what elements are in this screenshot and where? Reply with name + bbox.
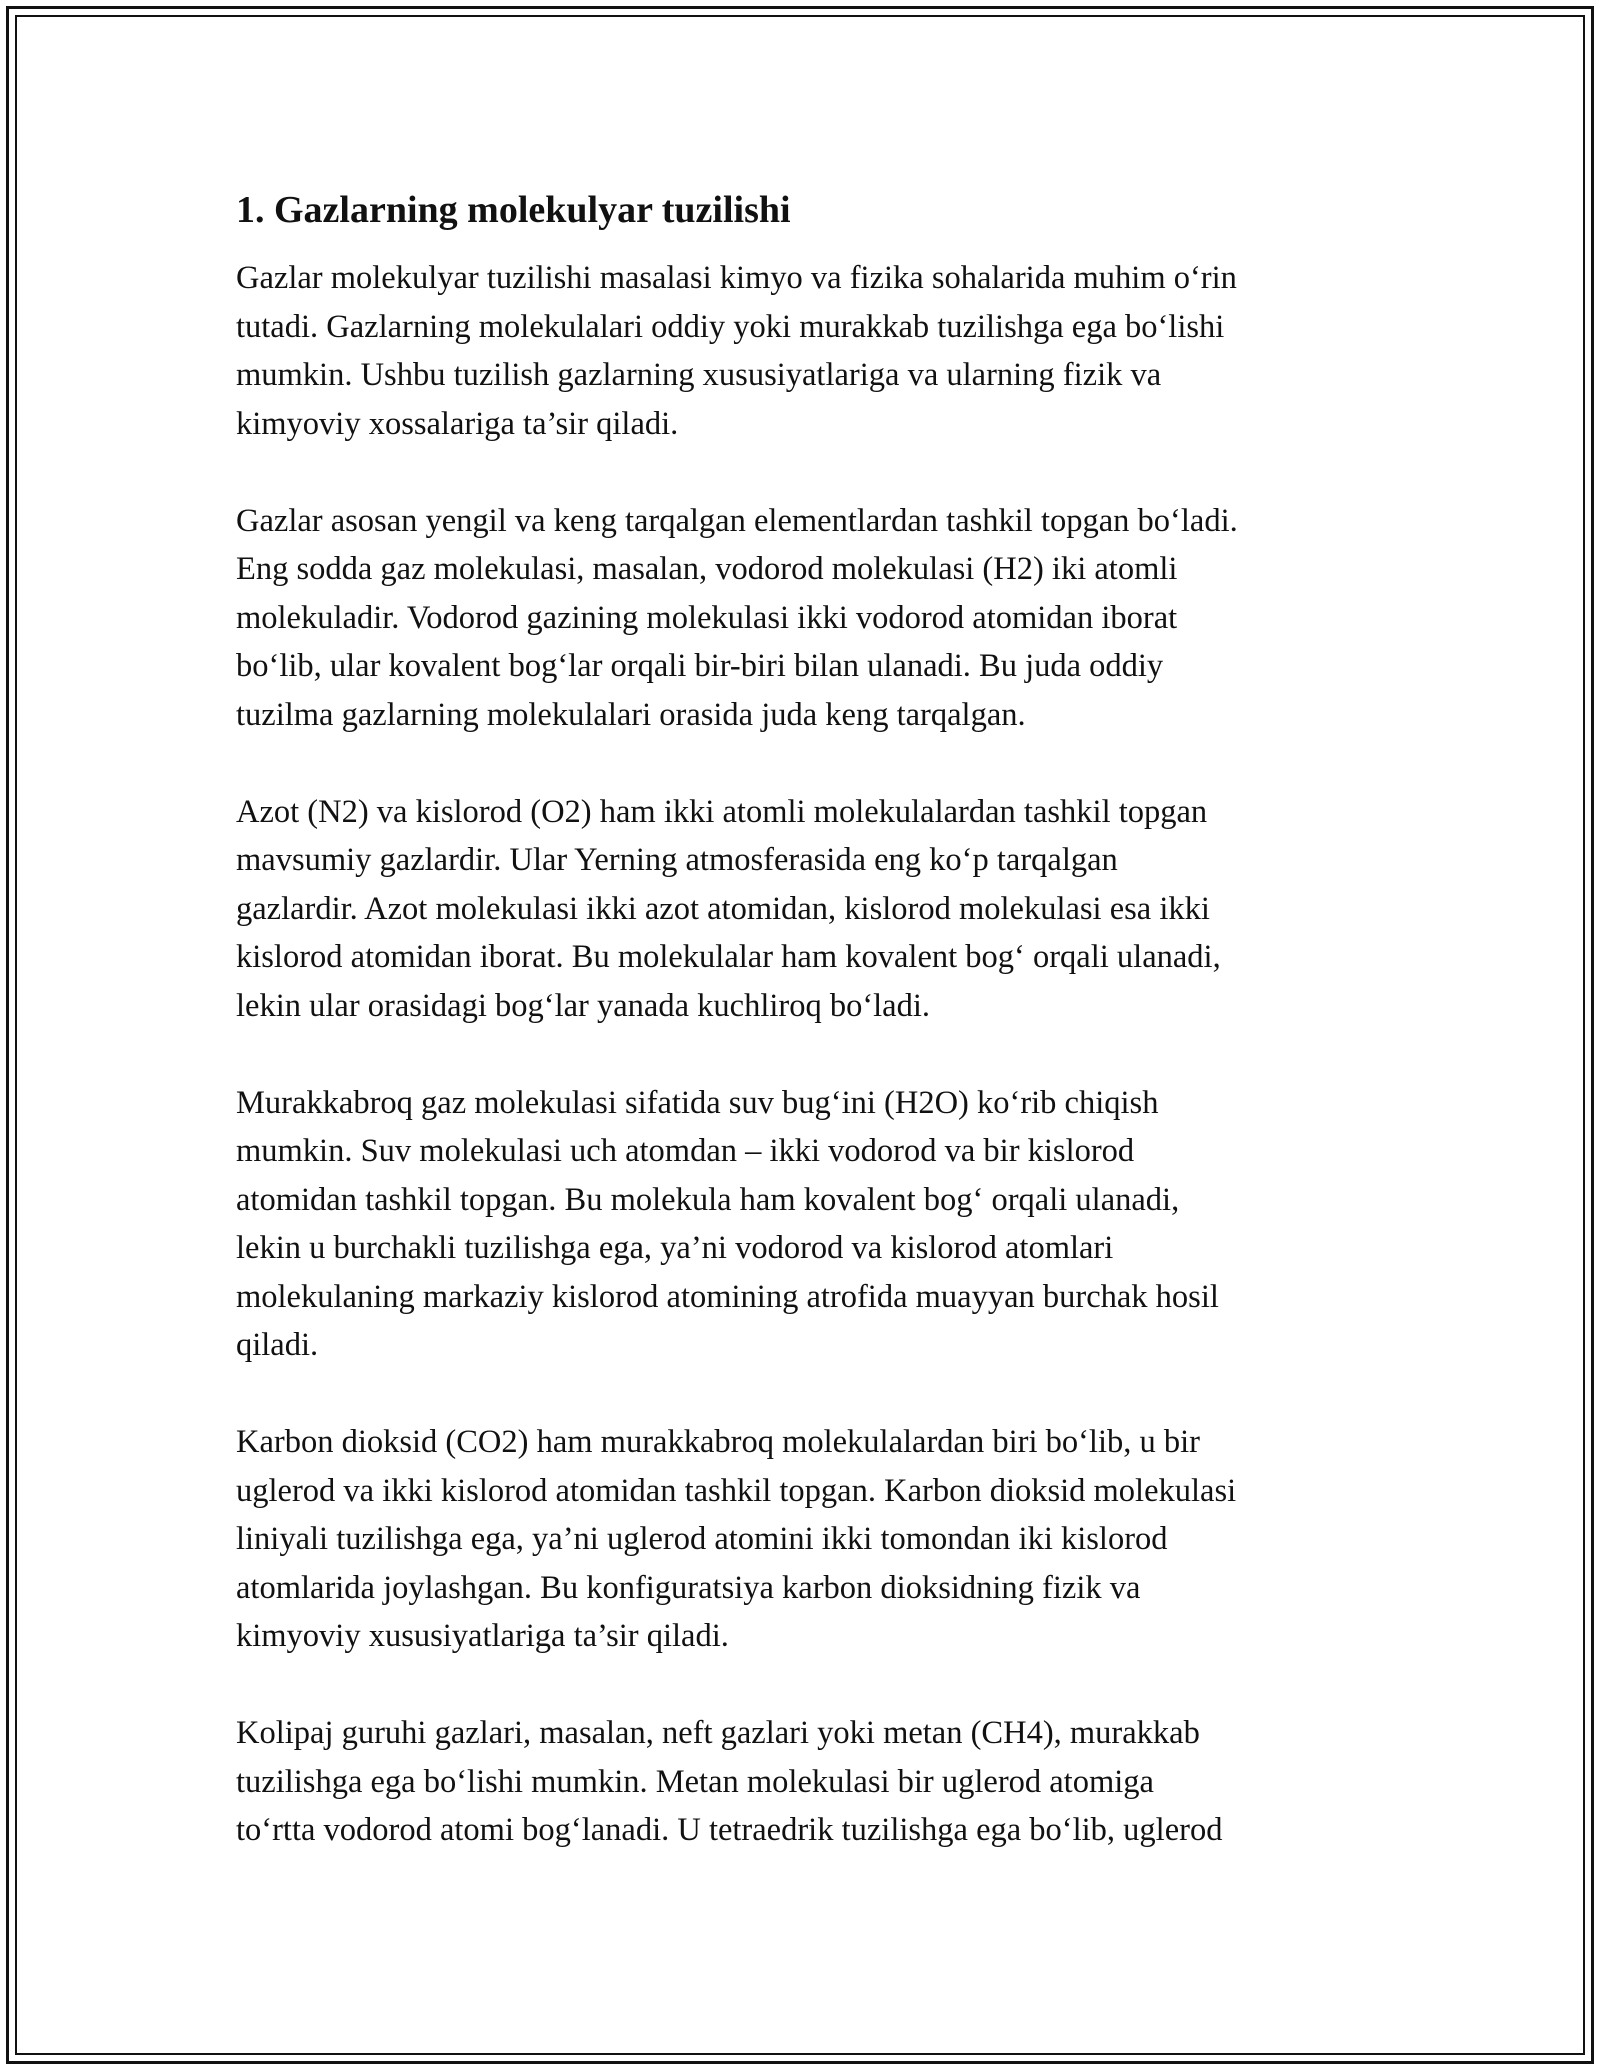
- text-line: lekin ular orasidagi bog‘lar yanada kuchliroq bo‘ladi.: [236, 987, 931, 1024]
- text-line: to‘rtta vodorod atomi bog‘lanadi. U tetraedrik tuzilishga ega bo‘lib, uglerod: [236, 1812, 1223, 1848]
- paragraph-6: [236, 1709, 1376, 1855]
- text-line: uglerod va ikki kislorod atomidan tashkil topgan. Karbon dioksid molekulasi: [236, 1472, 1237, 1509]
- text-line: Kolipaj guruhi gazlari, masalan, neft gazlari yoki metan (CH4), murakkab: [236, 1715, 1200, 1751]
- paragraph-5: [236, 1418, 1376, 1661]
- text-line: qiladi.: [236, 1327, 319, 1363]
- text-line: Eng sodda gaz molekulasi, masalan, vodorod molekulasi (H2) iki atomli: [236, 551, 1178, 587]
- text-line: mumkin. Ushbu tuzilish gazlarning xususiyatlariga va ularning fizik va: [236, 357, 1162, 393]
- paragraph-2: [236, 497, 1376, 740]
- text-line: tuzilishga ega bo‘lishi mumkin. Metan molekulasi bir uglerod atomiga: [236, 1763, 1154, 1800]
- text-line: Azot (N2) va kislorod (O2) ham ikki atomli molekulalardan tashkil topgan: [236, 793, 1208, 830]
- text-line: kimyoviy xossalariga ta’sir qiladi.: [236, 405, 679, 442]
- text-line: Gazlar asosan yengil va keng tarqalgan elementlardan tashkil topgan bo‘ladi.: [236, 502, 1238, 539]
- section-heading: 1. Gazlarning molekulyar tuzilishi: [236, 189, 791, 231]
- text-line: tuzilma gazlarning molekulalari orasida juda keng tarqalgan.: [236, 696, 1026, 733]
- text-line: lekin u burchakli tuzilishga ega, ya’ni vodorod va kislorod atomlari: [236, 1230, 1114, 1266]
- text-line: molekuladir. Vodorod gazining molekulasi ikki vodorod atomidan iborat: [236, 599, 1178, 636]
- text-line: mumkin. Suv molekulasi uch atomdan – ikki vodorod va bir kislorod: [236, 1133, 1135, 1169]
- text-line: bo‘lib, ular kovalent bog‘lar orqali bir-biri bilan ulanadi. Bu juda oddiy: [236, 648, 1164, 684]
- text-line: liniyali tuzilishga ega, ya’ni uglerod atomini ikki tomondan iki kislorod: [236, 1521, 1168, 1557]
- text-line: mavsumiy gazlardir. Ular Yerning atmosferasida eng ko‘p tarqalgan: [236, 842, 1118, 878]
- text-line: atomlarida joylashgan. Bu konfiguratsiya karbon dioksidning fizik va: [236, 1569, 1141, 1606]
- text-line: gazlardir. Azot molekulasi ikki azot atomidan, kislorod molekulasi esa ikki: [236, 890, 1210, 927]
- paragraph-1: [236, 254, 1376, 448]
- text-line: atomidan tashkil topgan. Bu molekula ham kovalent bog‘ orqali ulanadi,: [236, 1181, 1180, 1218]
- text-line: molekulaning markaziy kislorod atomining atrofida muayyan burchak hosil: [236, 1278, 1219, 1315]
- text-line: Gazlar molekulyar tuzilishi masalasi kimyo va fizika sohalarida muhim o‘rin: [236, 260, 1237, 296]
- document-body: [236, 186, 1376, 1903]
- text-line: kimyoviy xususiyatlariga ta’sir qiladi.: [236, 1618, 729, 1654]
- text-line: Murakkabroq gaz molekulasi sifatida suv bug‘ini (H2O) ko‘rib chiqish: [236, 1084, 1159, 1121]
- text-line: tutadi. Gazlarning molekulalari oddiy yoki murakkab tuzilishga ega bo‘lishi: [236, 308, 1225, 345]
- text-line: Karbon dioksid (CO2) ham murakkabroq molekulalardan biri bo‘lib, u bir: [236, 1424, 1200, 1460]
- paragraph-4: [236, 1079, 1376, 1370]
- paragraph-3: [236, 788, 1376, 1031]
- text-line: kislorod atomidan iborat. Bu molekulalar ham kovalent bog‘ orqali ulanadi,: [236, 939, 1221, 975]
